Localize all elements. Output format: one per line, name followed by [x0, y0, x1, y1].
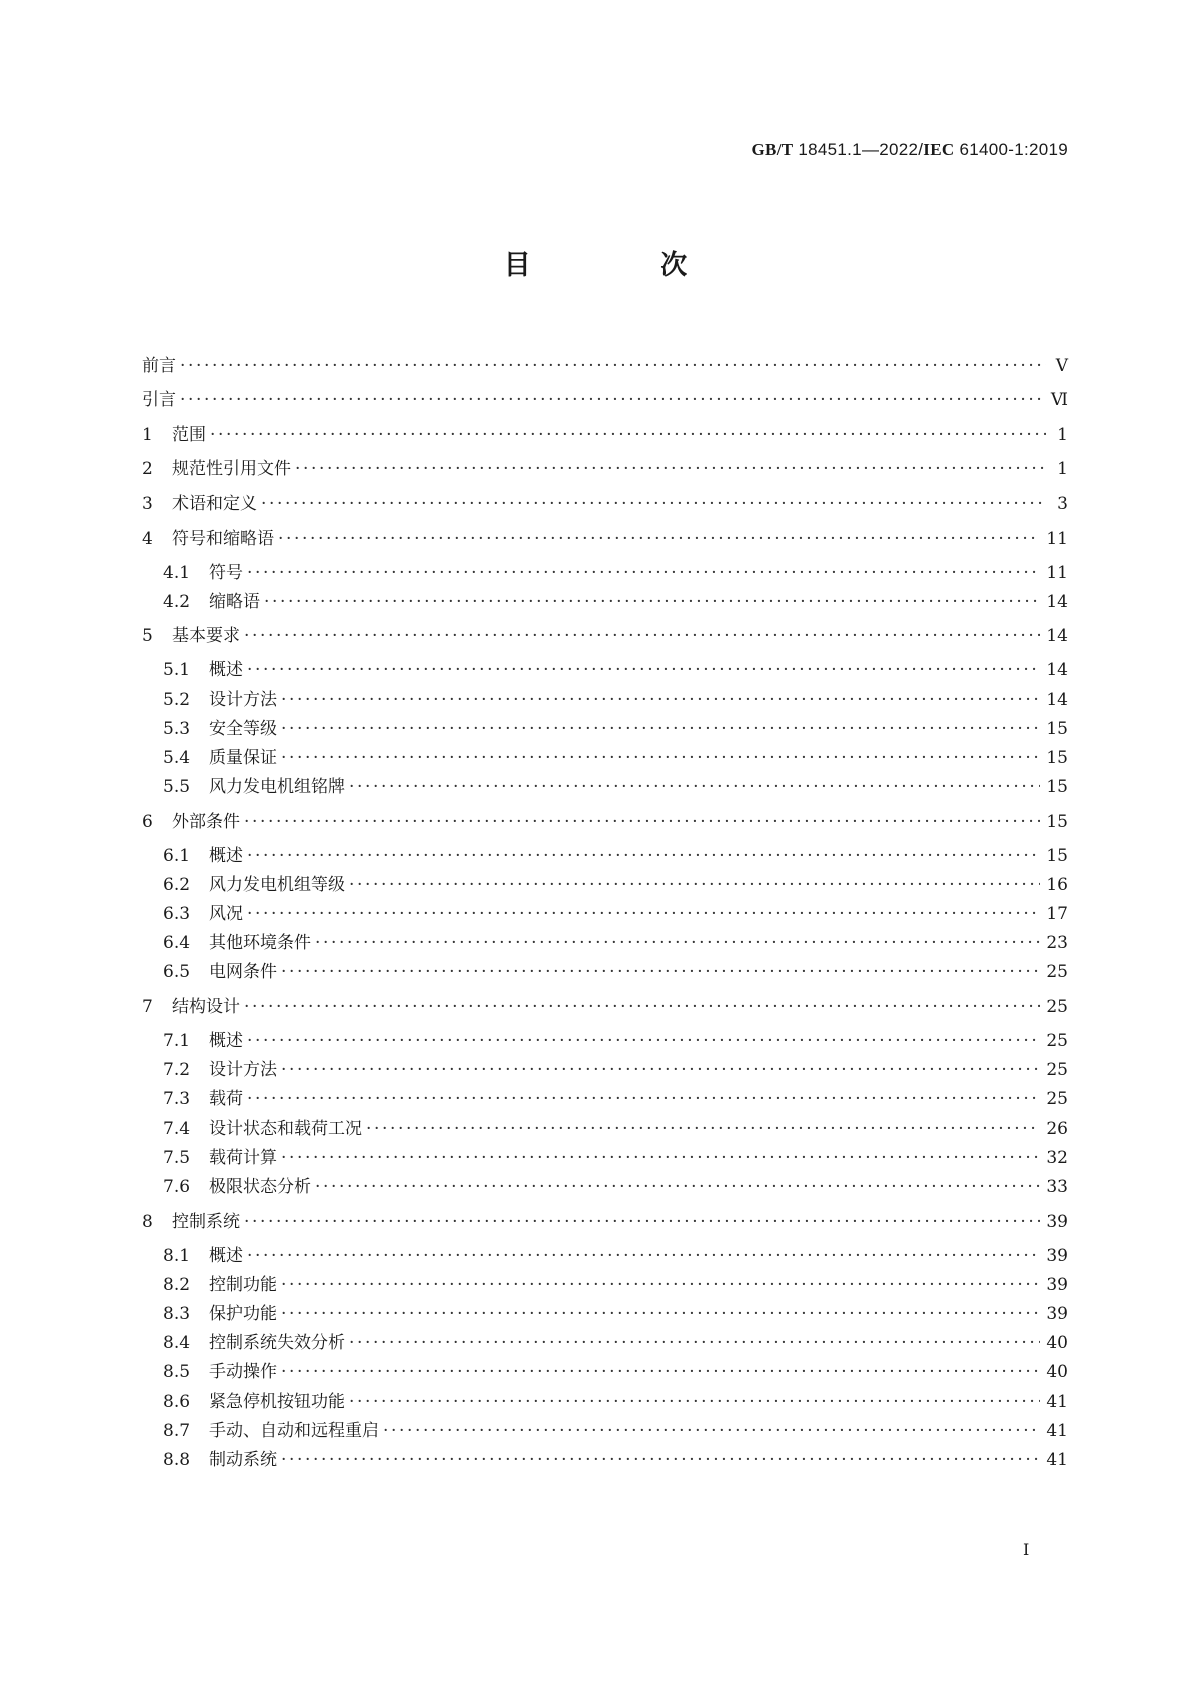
standard-number-header — [752, 140, 1068, 160]
toc-entry-number: 1 — [142, 424, 153, 445]
toc-entry[interactable] — [142, 677, 1068, 710]
toc-entry-page: 16 — [1046, 874, 1068, 895]
toc-entry-number: 5.2 — [163, 689, 191, 710]
toc-entry[interactable] — [142, 1048, 1068, 1081]
toc-entry-title: 极限状态分析 — [209, 1176, 311, 1197]
toc-entry[interactable] — [142, 1136, 1068, 1168]
toc-entry-page: Ⅴ — [1055, 355, 1068, 376]
toc-entry[interactable] — [142, 1229, 1068, 1266]
toc-entry-number: 8.8 — [163, 1449, 191, 1470]
toc-entry-number: 7.5 — [163, 1147, 191, 1168]
toc-entry-number: 7.6 — [163, 1176, 191, 1197]
toc-entry-page: 25 — [1046, 997, 1068, 1018]
toc-entry-number: 6.5 — [163, 962, 191, 983]
toc-entry-number: 6.2 — [163, 874, 191, 895]
toc-entry-title: 符号和缩略语 — [172, 528, 274, 549]
toc-entry[interactable] — [142, 829, 1068, 866]
toc-entry-page: 15 — [1046, 811, 1068, 832]
toc-entry-title: 控制系统失效分析 — [209, 1333, 345, 1354]
toc-entry-page: 23 — [1046, 933, 1068, 954]
toc-entry[interactable] — [142, 1438, 1068, 1470]
toc-entry[interactable] — [142, 707, 1068, 739]
toc-entry-number: 8.5 — [163, 1362, 191, 1383]
footer-page-number: Ⅰ — [1023, 1540, 1030, 1559]
toc-entry-number: 7.1 — [163, 1031, 191, 1052]
toc-entry-page: 15 — [1046, 777, 1068, 798]
toc-entry-page: 39 — [1046, 1303, 1068, 1324]
toc-entry-page: 39 — [1046, 1245, 1068, 1266]
toc-entry-page: 25 — [1046, 1060, 1068, 1081]
toc-entry[interactable] — [142, 1014, 1068, 1052]
toc-entry-page: 40 — [1046, 1362, 1068, 1383]
toc-entry-number: 6.4 — [163, 933, 191, 954]
std-prefix: GB/T — [751, 140, 794, 159]
toc-entry-page: 25 — [1046, 1031, 1068, 1052]
toc-entry[interactable] — [142, 511, 1068, 549]
toc-entry[interactable] — [142, 546, 1068, 583]
toc-leader-dots — [281, 1450, 1040, 1470]
toc-entry-number: 7.2 — [163, 1060, 191, 1081]
toc-entry[interactable] — [142, 1194, 1068, 1232]
toc-entry[interactable] — [142, 863, 1068, 895]
toc-entry-title: 设计方法 — [209, 1060, 277, 1081]
toc-entry-number: 5.3 — [163, 718, 191, 739]
toc-entry-number: 8.1 — [163, 1245, 191, 1266]
toc-entry-title: 外部条件 — [172, 811, 240, 832]
toc-entry-page: 25 — [1046, 1089, 1068, 1110]
toc-entry-page: 3 — [1057, 493, 1068, 514]
toc-entry[interactable] — [142, 979, 1068, 1018]
toc-entry-number: 6 — [142, 811, 153, 832]
toc-entry-title: 范围 — [172, 424, 206, 445]
toc-entry-title: 设计状态和载荷工况 — [209, 1118, 362, 1139]
toc-entry-page: 41 — [1046, 1449, 1068, 1470]
toc-entry-number: 5.5 — [163, 777, 191, 798]
toc-entry[interactable] — [142, 609, 1068, 647]
toc-entry-title: 概述 — [209, 1245, 243, 1266]
toc-entry-number: 8.7 — [163, 1420, 191, 1441]
toc-entry[interactable] — [142, 1106, 1068, 1139]
toc-entry-page: 14 — [1046, 689, 1068, 710]
iec-prefix: IEC — [923, 140, 955, 159]
toc-entry-title: 载荷 — [209, 1089, 243, 1110]
toc-entry-page: 32 — [1046, 1147, 1068, 1168]
toc-entry-title: 安全等级 — [209, 718, 277, 739]
toc-entry-page: 15 — [1046, 747, 1068, 768]
toc-entry-title: 前言 — [142, 355, 176, 376]
toc-entry-number: 6.1 — [163, 845, 191, 866]
toc-entry-number: 3 — [142, 493, 153, 514]
toc-entry-title: 引言 — [142, 390, 176, 411]
toc-entry-page: 14 — [1046, 626, 1068, 647]
toc-entry[interactable] — [142, 1409, 1068, 1441]
toc-entry-title: 规范性引用文件 — [172, 459, 291, 480]
toc-entry-page: 39 — [1046, 1274, 1068, 1295]
toc-entry[interactable] — [142, 580, 1068, 612]
toc-entry-page: Ⅵ — [1050, 390, 1068, 411]
toc-entry-page: 33 — [1046, 1176, 1068, 1197]
std-code: 18451.1—2022/ — [798, 140, 924, 159]
toc-entry[interactable] — [142, 1077, 1068, 1110]
toc-entry-page: 14 — [1046, 591, 1068, 612]
toc-entry[interactable] — [142, 1165, 1068, 1197]
toc-entry-number: 5 — [142, 626, 153, 647]
toc-entry-title: 保护功能 — [209, 1303, 277, 1324]
toc-entry-page: 26 — [1046, 1118, 1068, 1139]
toc-entry-page: 25 — [1046, 962, 1068, 983]
toc-entry[interactable] — [142, 765, 1068, 798]
toc-entry-number: 4.2 — [163, 591, 191, 612]
toc-entry-page: 41 — [1046, 1391, 1068, 1412]
toc-entry-number: 8.6 — [163, 1391, 191, 1412]
toc-entry-title: 手动、自动和远程重启 — [209, 1420, 379, 1441]
table-of-contents — [142, 338, 1068, 1470]
toc-entry-title: 控制功能 — [209, 1274, 277, 1295]
toc-entry-number: 8.3 — [163, 1303, 191, 1324]
toc-entry-title: 基本要求 — [172, 626, 240, 647]
toc-entry-page: 1 — [1057, 459, 1068, 480]
toc-entry-number: 5.4 — [163, 747, 191, 768]
toc-entry-page: 39 — [1046, 1211, 1068, 1232]
toc-entry-title: 质量保证 — [209, 747, 277, 768]
toc-entry-page: 15 — [1046, 845, 1068, 866]
toc-entry-number: 4.1 — [163, 562, 191, 583]
toc-entry-title: 术语和定义 — [172, 493, 257, 514]
toc-entry-title: 紧急停机按钮功能 — [209, 1391, 345, 1412]
toc-entry-number: 2 — [142, 459, 153, 480]
toc-entry-title: 手动操作 — [209, 1362, 277, 1383]
toc-entry-page: 17 — [1046, 904, 1068, 925]
toc-entry-title: 风力发电机组等级 — [209, 874, 345, 895]
toc-entry-page: 15 — [1046, 718, 1068, 739]
page-title: 目 次 — [503, 250, 748, 281]
toc-entry-page: 41 — [1046, 1420, 1068, 1441]
toc-entry-title: 控制系统 — [172, 1211, 240, 1232]
toc-entry[interactable] — [142, 921, 1068, 954]
toc-entry-title: 其他环境条件 — [209, 933, 311, 954]
toc-entry-title: 概述 — [209, 1031, 243, 1052]
toc-entry-page: 14 — [1046, 660, 1068, 681]
toc-entry-number: 6.3 — [163, 904, 191, 925]
toc-entry-number: 8.2 — [163, 1274, 191, 1295]
toc-entry[interactable] — [142, 407, 1068, 445]
toc-entry-number: 5.1 — [163, 660, 191, 681]
toc-entry-page: 11 — [1046, 528, 1068, 549]
toc-entry-title: 缩略语 — [209, 591, 260, 612]
toc-entry-page: 40 — [1046, 1333, 1068, 1354]
toc-entry-title: 概述 — [209, 845, 243, 866]
toc-entry-page: 11 — [1046, 562, 1068, 583]
toc-entry-title: 制动系统 — [209, 1449, 277, 1470]
toc-entry-title: 风力发电机组铭牌 — [209, 777, 345, 798]
toc-entry[interactable] — [142, 338, 1068, 376]
toc-entry[interactable] — [142, 373, 1068, 411]
toc-entry-title: 设计方法 — [209, 689, 277, 710]
toc-entry-title: 风况 — [209, 904, 243, 925]
toc-entry-title: 符号 — [209, 562, 243, 583]
toc-entry[interactable] — [142, 1321, 1068, 1354]
toc-entry-title: 电网条件 — [209, 962, 277, 983]
toc-entry-number: 4 — [142, 528, 153, 549]
toc-entry-title: 结构设计 — [172, 997, 240, 1018]
toc-entry[interactable] — [142, 1379, 1068, 1412]
toc-entry[interactable] — [142, 1350, 1068, 1383]
toc-entry[interactable] — [142, 736, 1068, 768]
toc-entry[interactable] — [142, 442, 1068, 480]
toc-entry[interactable] — [142, 1292, 1068, 1324]
toc-entry[interactable] — [142, 476, 1068, 514]
toc-entry-number: 8.4 — [163, 1333, 191, 1354]
toc-entry-title: 载荷计算 — [209, 1147, 277, 1168]
toc-entry-page: 1 — [1057, 424, 1068, 445]
toc-entry[interactable] — [142, 794, 1068, 832]
toc-entry-title: 概述 — [209, 660, 243, 681]
iec-code: 61400-1:2019 — [959, 140, 1068, 159]
toc-entry[interactable] — [142, 1263, 1068, 1295]
toc-entry[interactable] — [142, 892, 1068, 925]
toc-entry-number: 7.3 — [163, 1089, 191, 1110]
toc-entry-number: 7.4 — [163, 1118, 191, 1139]
toc-entry[interactable] — [142, 950, 1068, 983]
toc-entry-number: 8 — [142, 1211, 153, 1232]
toc-entry[interactable] — [142, 643, 1068, 681]
toc-entry-number: 7 — [142, 997, 153, 1018]
